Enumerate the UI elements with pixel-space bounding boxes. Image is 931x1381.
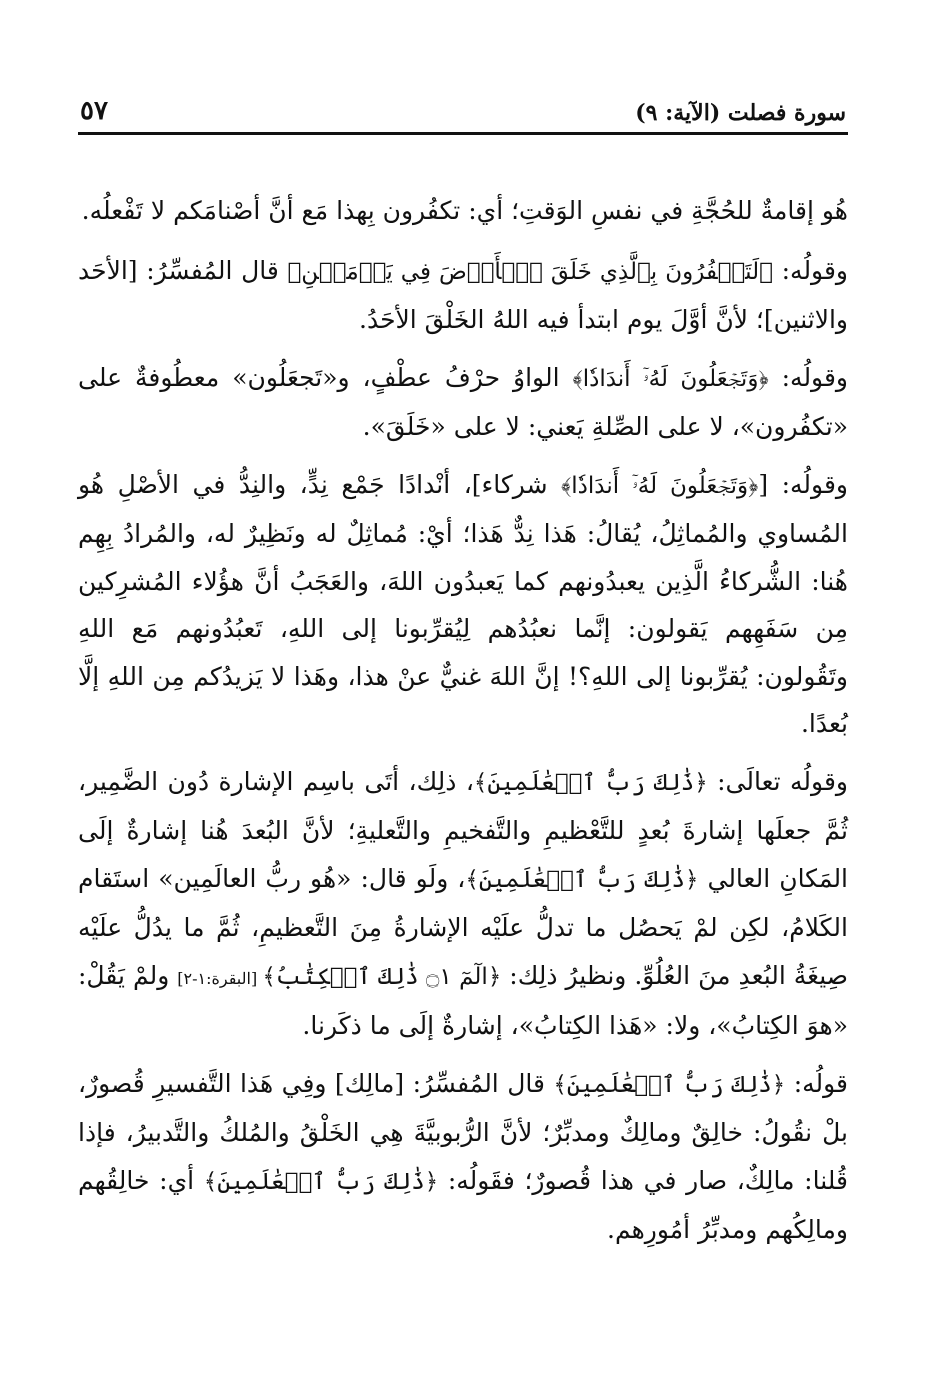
paragraph-text: ، ذلِك، أتَى باسِم الإشارة دُون الضَّمِير، ثُمَّ جعلَها إشارةَ بُعدٍ للتَّعْظيمِ والتَّفخيمِ والتَّعليةِ؛ لأنَّ البُعدَ هُنا إشارةٌ إلَى المَكانِ العالي [78,766,849,893]
paragraph-2 [78,247,848,344]
paragraph-text: قال المُفسِّرُ: [مالِك] وفِي هَذا التَّفسيرِ قُصورٌ، بلْ نقُولُ: خالِقٌ ومالِكٌ ومدبِّرٌ؛ لأنَّ الرُّبوبيَّةَ هِي الخَلْقُ والمُلكُ والتَّدبيرُ، فإذا قُلنا: مالِكٌ، صار في هذا قُصورٌ؛ فقَولُه: [78,1068,848,1195]
paragraph-text: ، ولَو قال: «هُو ربُّ العالَمِين» استَقام الكَلامُ، لكِن لمْ يَحصُل ما تدلُّ علَيْه الإشارةُ مِنَ التَّعظيمِ، ثُمَّ ما يدُلُّ علَيْه صِيغَةُ البُعدِ منَ العُلُوِّ. ونظيرُ ذلِك: [78,863,849,990]
quran-quote: ﴿ذَٰلِكَ رَبُّ ٱلۡعَٰلَمِينَ﴾ [465,866,699,893]
paragraph-prefix: وقولُه تعالَى: [707,766,848,796]
page-header [78,96,848,135]
quran-quote: ﴿الٓمٓ ۝١ ذَٰلِكَ ٱلۡكِتَٰبُ﴾ [262,963,502,990]
paragraph-text: ولمْ يَقُلْ: «هوَ الكِتابُ»، ولا: «هَذا الكِتابُ»، إشارةٌ إلَى ما ذكَرنا. [78,960,848,1040]
quran-quote: ﴿ذَٰلِكَ رَبُّ ٱلۡعَٰلَمِينَ﴾ [553,1071,786,1098]
paragraph-4 [78,461,848,748]
quran-reference: [البقرة:١-٢] [177,968,263,988]
paragraph-3 [78,354,848,451]
paragraph-text: الواوُ حرْفُ عطْفٍ، و«تَجعَلُون» معطُوفةٌ على «تكفُرون»، لا على الصِّلةِ يَعني: لا على «خَلَقَ». [78,362,848,441]
quran-quote: ﴿ذَٰلِكَ رَبُّ ٱلۡعَٰلَمِينَ﴾ [203,1168,439,1195]
quran-quote: ﴿لَتَكۡفُرُونَ بِٱلَّذِي خَلَقَ ٱلۡأَرۡضَ فِي يَوۡمَيۡنِ﴾ [287,258,773,285]
page [78,96,848,1264]
paragraph-1 [78,187,848,235]
paragraph-text: هُو إقامةٌ للحُجَّةِ في نفسِ الوَقتِ؛ أي: تكفُرون بِهذا مَع أنَّ أصْنامَكم لا تَفْعلُه. [81,196,848,225]
page-number: ٥٧ [80,96,108,126]
page-body [78,187,848,1254]
paragraph-6 [78,1060,848,1254]
paragraph-prefix: وقولُه: [ [758,469,848,499]
paragraph-prefix: قولُه: [785,1068,849,1098]
paragraph-prefix: وقولُه: [768,362,848,392]
quran-quote: ﴿وَتَجۡعَلُونَ لَهُۥٓ أَندَادٗا﴾ [572,365,769,392]
paragraph-prefix: وقولُه: [772,255,848,285]
surah-title: سورة فصلت (الآية: ٩) [635,100,846,126]
paragraph-text: قال المُفسِّرُ: [الأحَد والاثنين]؛ لأنَّ أوَّلَ يوم ابتدأ فيه اللهُ الخَلْقَ الأحَدُ. [78,255,848,334]
paragraph-text: أي: خالِقُهم ومالِكُهم ومدبِّرُ أمُورِهم. [78,1165,848,1244]
quran-quote: ﴿وَتَجۡعَلُونَ لَهُۥٓ أَندَادٗا﴾ [561,472,759,499]
paragraph-5 [78,758,848,1050]
paragraph-text: شركاء]، أنْدادًا جَمْع نِدٍّ، والنِدُّ في الأصْلِ هُو المُساوي والمُماثِلُ، يُقالُ: هَذا نِدٌّ هَذا؛ أيْ: مُماثِلٌ له ونَظِيرٌ له، والمُرادُ بِهِم هُنا: الشُّركاءُ الَّذِين يعبدُونهم كما يَعبدُون اللهَ، والعَجَبُ أنَّ هؤُلاء المُشرِكين مِن سَفَهِهم يَقولون: إنَّما نعبُدُهم لِيُقرِّبونا إلى اللهِ، تَعبُدُونهم مَع اللهِ وتَقُولون: يُقرِّبونا إلى اللهِ؟! إنَّ اللهَ غنيٌّ عنْ هذا، وهَذا لا يَزيدُكم مِن اللهِ إلَّا بُعدًا. [78,469,848,738]
quran-quote: ﴿ذَٰلِكَ رَبُّ ٱلۡعَٰلَمِينَ﴾ [473,769,708,796]
